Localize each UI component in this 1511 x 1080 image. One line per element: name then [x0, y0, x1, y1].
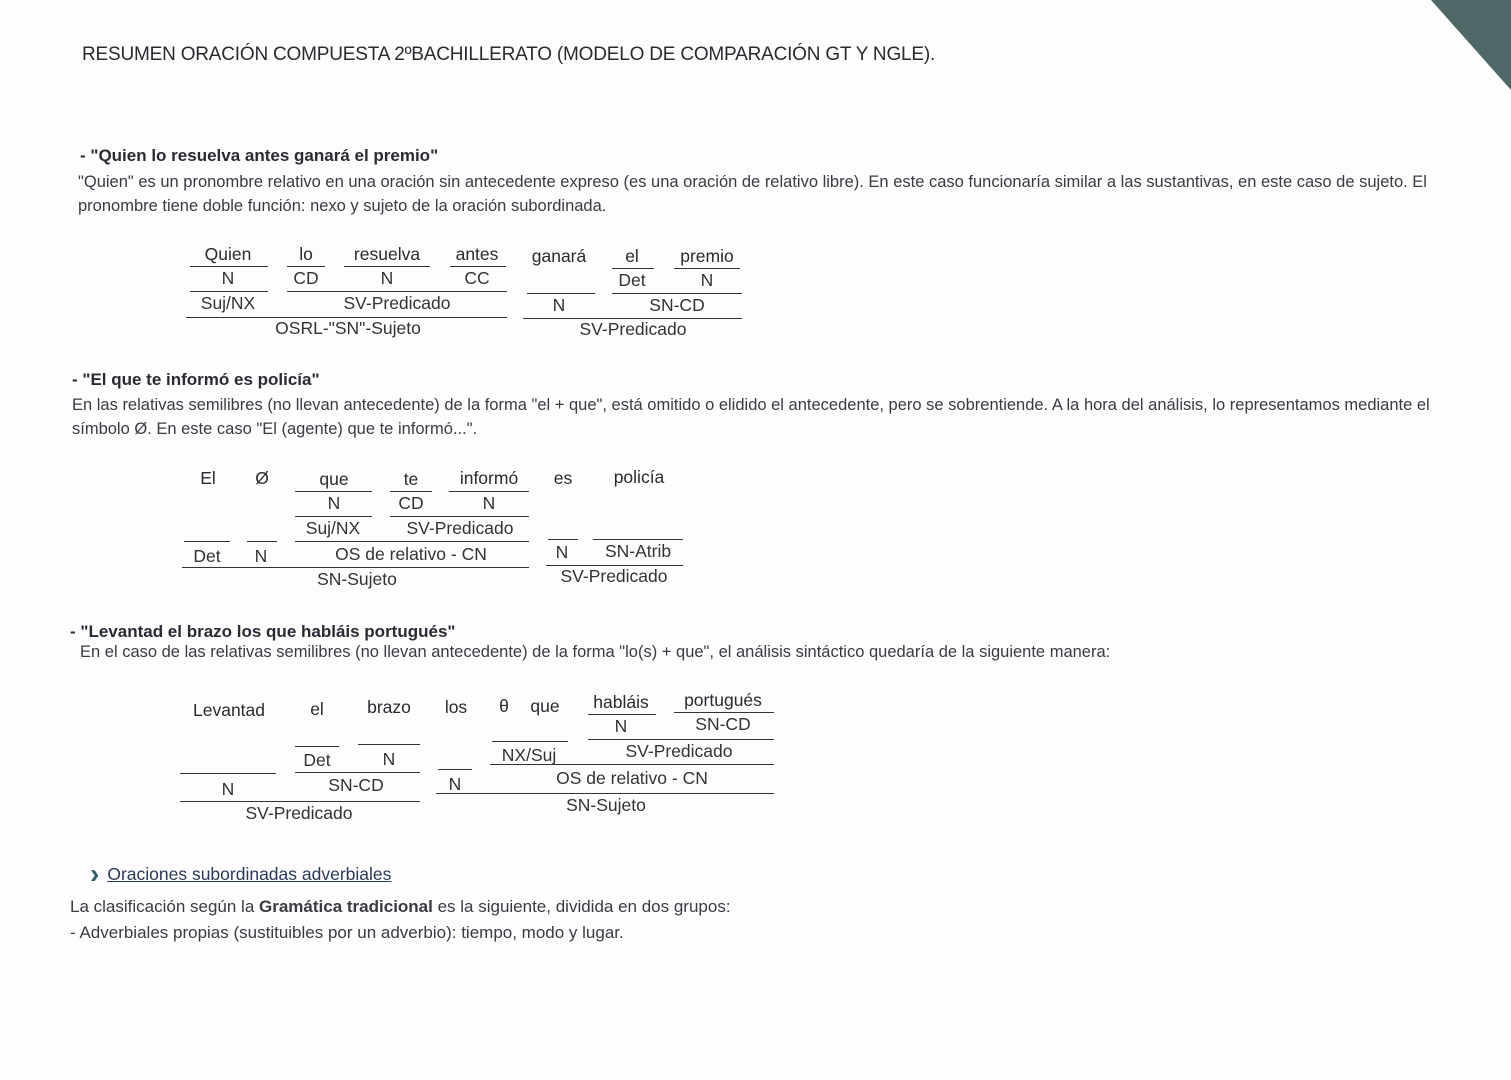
word: θ [499, 696, 509, 716]
section-line-1-rest: es la siguiente, dividida en dos grupos: [432, 897, 731, 916]
tree-label: SN-CD [649, 295, 705, 315]
tree-label: N [552, 295, 566, 315]
tree-label: NX/Suj [501, 745, 557, 765]
section-line-1-text: La clasificación según la [70, 897, 260, 916]
tree-line [344, 266, 430, 267]
tree-label: SV-Predicado [579, 319, 687, 339]
word: antes [455, 244, 499, 264]
example-2-heading: - "El que te informó es policía" [72, 370, 320, 389]
tree-line [612, 268, 654, 269]
tree-line [180, 773, 276, 774]
tree-label: CD [293, 268, 319, 288]
tree-line [295, 772, 420, 773]
example-2-paragraph: En las relativas semilibres (no llevan antecedente) de la forma "el + que", está omitido o elidido el antecedente, pero se sobrentiende. A la hora del análisis, lo representamos mediante el símbolo Ø. En este caso "El (agente) que te informó...". [72, 396, 1430, 438]
tree-label: N [448, 774, 462, 794]
tree-line [588, 739, 774, 740]
tree-line [548, 539, 578, 540]
tree-label: N [221, 779, 235, 799]
word: lo [299, 244, 313, 264]
tree-label: SV-Predicado [625, 741, 733, 761]
word: Ø [255, 468, 269, 488]
tree-label: SN-CD [328, 775, 384, 795]
tree-label: OSRL-"SN"-Sujeto [275, 318, 421, 338]
tree-line [390, 491, 432, 492]
page-corner-fold [1431, 0, 1511, 90]
tree-label: N [221, 268, 235, 288]
tree-line [527, 293, 595, 294]
tree-line [184, 541, 230, 542]
section-heading [90, 860, 391, 888]
tree-label: Suj/NX [200, 293, 256, 313]
tree-label: Suj/NX [305, 518, 361, 538]
word: el [310, 699, 324, 719]
tree-label: Det [303, 750, 331, 770]
tree-line [182, 567, 529, 568]
section-line-1 [70, 895, 731, 919]
tree-line [358, 744, 420, 745]
word: Quien [204, 244, 252, 264]
tree-line [190, 266, 268, 267]
word: el [625, 246, 639, 266]
tree-label: Det [193, 546, 221, 566]
section-title: Oraciones subordinadas adverbiales [107, 863, 392, 884]
tree-label: SN-Atrib [604, 541, 672, 561]
tree-label: N [555, 542, 569, 562]
tree-line [295, 541, 529, 542]
example-1-heading: - "Quien lo resuelva antes ganará el premio" [80, 146, 439, 165]
tree-line [492, 741, 568, 742]
tree-line [490, 764, 774, 765]
tree-label: N [614, 716, 628, 736]
tree-line [612, 293, 742, 294]
word: te [403, 469, 419, 489]
tree-label: SV-Predicado [245, 803, 353, 823]
page-title: RESUMEN ORACIÓN COMPUESTA 2ºBACHILLERATO (MODELO DE COMPARACIÓN GT Y NGLE). [82, 44, 936, 65]
tree-label: OS de relativo - CN [556, 768, 708, 788]
chevron-right-icon: › [90, 858, 100, 889]
tree-label: SV-Predicado [406, 518, 514, 538]
tree-line [436, 793, 774, 794]
tree-label: SV-Predicado [560, 566, 668, 586]
tree-line [593, 539, 683, 540]
example-3-heading: - "Levantad el brazo los que habláis portugués" [70, 622, 456, 641]
word: resuelva [353, 244, 421, 264]
tree-label: CC [464, 268, 490, 288]
word: El [200, 468, 216, 488]
tree-label: N [482, 493, 496, 513]
word: que [530, 696, 560, 716]
tree-line [247, 541, 277, 542]
tree-line [674, 268, 740, 269]
tree-label: N [382, 749, 396, 769]
word: informó [459, 468, 519, 488]
tree-label: SN-Sujeto [317, 569, 397, 589]
tree-label: Det [618, 270, 646, 290]
tree-line [588, 714, 656, 715]
tree-line [450, 266, 506, 267]
word: policía [613, 467, 665, 487]
word: que [319, 469, 349, 489]
word: los [444, 697, 468, 717]
tree-line [287, 291, 507, 292]
tree-label: CD [398, 493, 424, 513]
tree-line [295, 746, 339, 747]
tree-line [295, 516, 372, 517]
tree-label: N [254, 546, 268, 566]
example-3-paragraph: En el caso de las relativas semilibres (no llevan antecedente) de la forma "lo(s) + que", el análisis sintáctico quedaría de la siguiente manera: [80, 643, 1111, 661]
tree-label: N [327, 493, 341, 513]
tree-line [287, 266, 325, 267]
tree-line [438, 769, 472, 770]
word: Levantad [192, 700, 266, 720]
tree-line [674, 712, 774, 713]
tree-line [449, 491, 529, 492]
word: portugués [684, 690, 762, 710]
word: es [553, 468, 573, 488]
word: premio [680, 246, 734, 266]
tree-label: SV-Predicado [343, 293, 451, 313]
tree-line [180, 801, 420, 802]
section-line-1-bold: Gramática tradicional [259, 897, 433, 916]
tree-label: N [700, 270, 714, 290]
word: habláis [593, 692, 649, 712]
tree-line [295, 491, 372, 492]
word: ganará [531, 246, 587, 266]
section-line-2: - Adverbiales propias (sustituibles por un adverbio): tiempo, modo y lugar. [70, 923, 624, 942]
tree-line [190, 291, 268, 292]
tree-line [390, 516, 529, 517]
tree-label: SN-CD [695, 714, 751, 734]
tree-label: N [380, 268, 394, 288]
tree-label: OS de relativo - CN [335, 544, 487, 564]
tree-label: SN-Sujeto [566, 795, 646, 815]
word: brazo [367, 697, 411, 717]
example-1-paragraph: "Quien" es un pronombre relativo en una oración sin antecedente expreso (es una oración de relativo libre). En este caso funcionaría similar a las sustantivas, en este caso de sujeto. El pronombre tiene doble función: nexo y sujeto de la oración subordinada. [78, 173, 1427, 215]
